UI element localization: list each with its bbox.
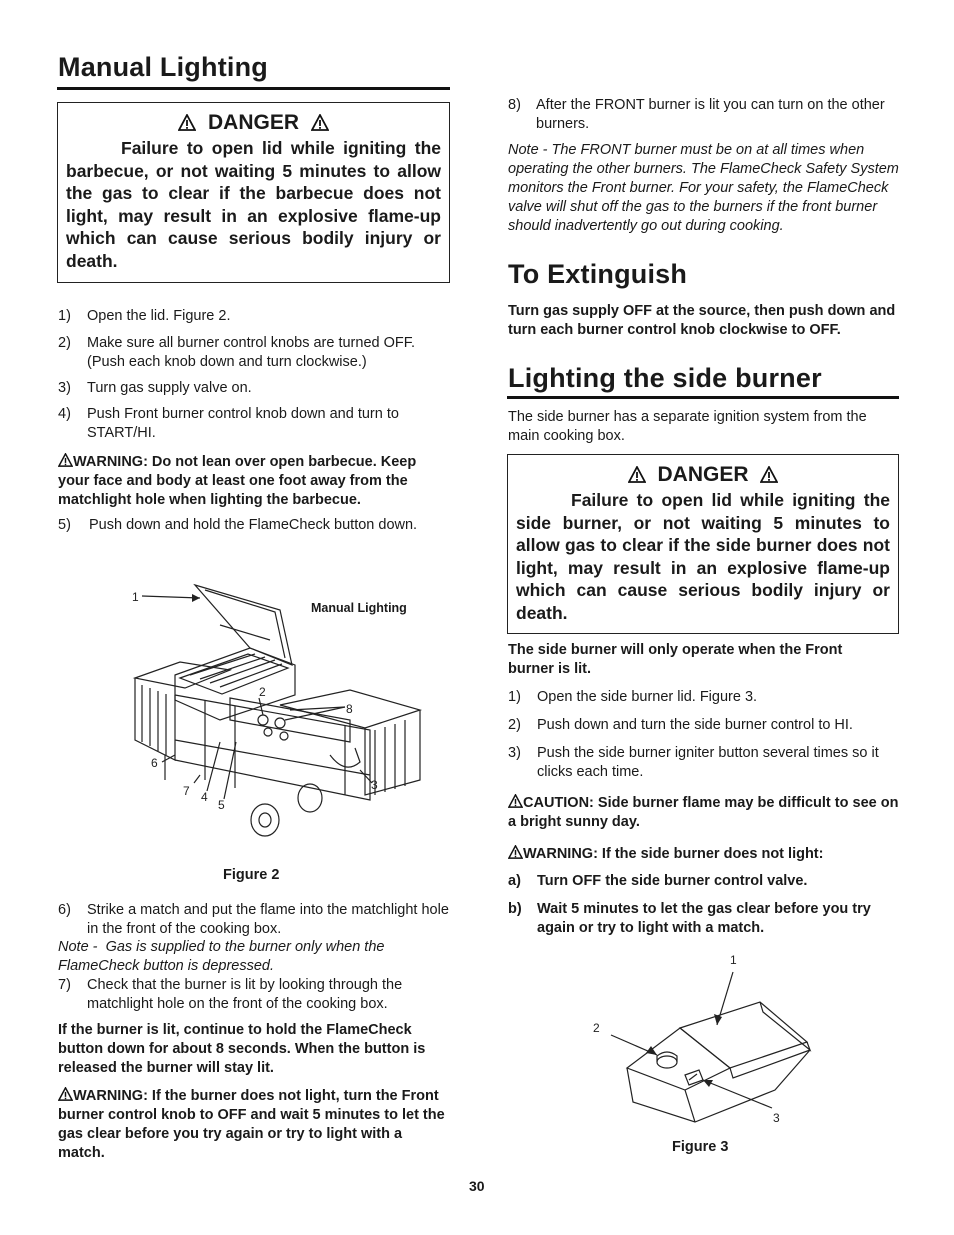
- note-text: Gas is supplied to the burner only when the FlameCheck button is depressed.: [58, 939, 385, 974]
- side-burner-only-front: The side burner will only operate when the Front burner is lit.: [508, 642, 843, 677]
- step-number: 2): [58, 335, 71, 351]
- page-title-manual-lighting: Manual Lighting: [58, 52, 268, 82]
- warning-side-not-light: [508, 845, 900, 864]
- caution-text: CAUTION: Side burner flame may be difficult to see on a bright sunny day.: [508, 795, 899, 830]
- callout-2: 2: [593, 1021, 600, 1035]
- list-item: [58, 901, 450, 939]
- danger-body: Failure to open lid while igniting the side burner, or not waiting 5 minutes to allow gas to clear if the side burner does not light, may result in an explosive flame-up which can cause serious bodily injury or death.: [516, 490, 890, 623]
- step-text: Check that the burner is lit by looking through the matchlight hole on the front of the cooking box.: [87, 977, 403, 1012]
- step-text: Wait 5 minutes to let the gas clear before you try again or try to light with a match.: [537, 901, 871, 936]
- list-item: [58, 976, 450, 1014]
- step-text: Turn gas supply valve on.: [87, 380, 252, 396]
- list-item: [508, 716, 898, 735]
- callout-7: 7: [183, 784, 190, 798]
- step-text: Open the lid. Figure 2.: [87, 308, 231, 324]
- list-item: [58, 334, 448, 372]
- callout-1: 1: [730, 953, 737, 967]
- danger-title: [66, 111, 441, 135]
- list-item: [58, 379, 448, 398]
- warning-text: WARNING: If the burner does not light, turn the Front burner control knob to OFF and wait 5 minutes to let the gas clear before you try again or try to light with a match.: [58, 1088, 445, 1161]
- warning-lean: [58, 453, 450, 510]
- warning-does-not-light: [58, 1087, 450, 1163]
- step-text: Push down and turn the side burner control to HI.: [537, 717, 853, 733]
- title-rule: [57, 87, 450, 90]
- figure-3-side-burner-illustration: [585, 950, 825, 1130]
- list-item: [508, 900, 898, 938]
- step-text: Make sure all burner control knobs are turned OFF. (Push each knob down and turn clockwise.): [87, 335, 416, 370]
- warning-triangle-icon: [58, 453, 73, 467]
- warning-text: WARNING: If the side burner does not light:: [523, 846, 824, 862]
- caution-sunny-day: [508, 794, 903, 832]
- danger-body: Failure to open lid while igniting the barbecue, or not waiting 5 minutes to allow the gas to clear if the barbecue does not light, may result in an explosive flame-up which can cause serious bodily injury or death.: [66, 138, 441, 271]
- danger-box-side: [507, 454, 899, 634]
- callout-3: 3: [773, 1111, 780, 1125]
- step-number: 5): [58, 517, 71, 533]
- callout-5: 5: [218, 798, 225, 812]
- step-text: Open the side burner lid. Figure 3.: [537, 689, 758, 705]
- danger-title-text: DANGER: [207, 111, 299, 134]
- step-text: Turn OFF the side burner control valve.: [537, 873, 808, 889]
- burner-lit-paragraph: If the burner is lit, continue to hold the FlameCheck button down for about 8 seconds. When the button is released the burner will stay lit.: [58, 1022, 426, 1076]
- danger-title-text: DANGER: [657, 463, 749, 486]
- step-number: 7): [58, 977, 71, 993]
- list-item: [58, 516, 448, 535]
- callout-6: 6: [151, 756, 158, 770]
- step-number: 6): [58, 902, 71, 918]
- list-item: [508, 688, 898, 707]
- step-number: 8): [508, 97, 521, 113]
- note-prefix: Note -: [58, 939, 98, 955]
- step-number: 3): [58, 380, 71, 396]
- figure-2-label: Manual Lighting: [311, 601, 407, 615]
- warning-text: WARNING: Do not lean over open barbecue. Keep your face and body at least one foot away from the matchlight hole when lighting the barbecue.: [58, 454, 417, 508]
- step-letter: a): [508, 873, 521, 889]
- step-number: 2): [508, 717, 521, 733]
- list-item: [508, 96, 898, 134]
- note-flamecheck: [58, 938, 450, 976]
- list-item: [58, 307, 448, 326]
- section-title-side-burner: Lighting the side burner: [508, 363, 822, 393]
- title-rule: [507, 396, 899, 399]
- step-number: 4): [58, 406, 71, 422]
- callout-4: 4: [201, 790, 208, 804]
- step-number: 1): [58, 308, 71, 324]
- side-burner-intro: The side burner has a separate ignition system from the main cooking box.: [508, 409, 867, 444]
- callout-1: 1: [132, 590, 139, 604]
- danger-box-main: [57, 102, 450, 283]
- extinguish-text: Turn gas supply OFF at the source, then push down and turn each burner control knob clockwise to OFF.: [508, 303, 896, 338]
- callout-3: 3: [371, 778, 378, 792]
- warning-triangle-icon: [58, 1087, 73, 1101]
- list-item: [508, 744, 898, 782]
- step-number: 3): [508, 745, 521, 761]
- figure-3-caption: Figure 3: [672, 1139, 729, 1155]
- step-text: Push the side burner igniter button several times so it clicks each time.: [537, 745, 879, 780]
- note-front-burner: Note - The FRONT burner must be on at all times when operating the other burners. The FlameCheck Safety System monitors the Front burner. For your safety, the FlameCheck valve will shut off the gas to the burners if the front burner should inadvertently go out during cooking.: [508, 142, 899, 234]
- list-item: [58, 405, 448, 443]
- step-text: Strike a match and put the flame into the matchlight hole in the front of the cooking box.: [87, 902, 449, 937]
- callout-8: 8: [346, 702, 353, 716]
- warning-triangle-icon: [508, 845, 523, 859]
- section-title-extinguish: To Extinguish: [508, 259, 688, 289]
- step-text: Push Front burner control knob down and turn to START/HI.: [87, 406, 399, 441]
- danger-title: [516, 463, 890, 487]
- step-text: After the FRONT burner is lit you can turn on the other burners.: [536, 97, 885, 132]
- callout-2: 2: [259, 685, 266, 699]
- warning-triangle-icon: [508, 794, 523, 808]
- step-letter: b): [508, 901, 522, 917]
- figure-2-caption: Figure 2: [223, 867, 280, 883]
- step-text: Push down and hold the FlameCheck button down.: [89, 517, 418, 533]
- page-number: 30: [469, 1178, 485, 1194]
- step-number: 1): [508, 689, 521, 705]
- list-item: [508, 872, 898, 891]
